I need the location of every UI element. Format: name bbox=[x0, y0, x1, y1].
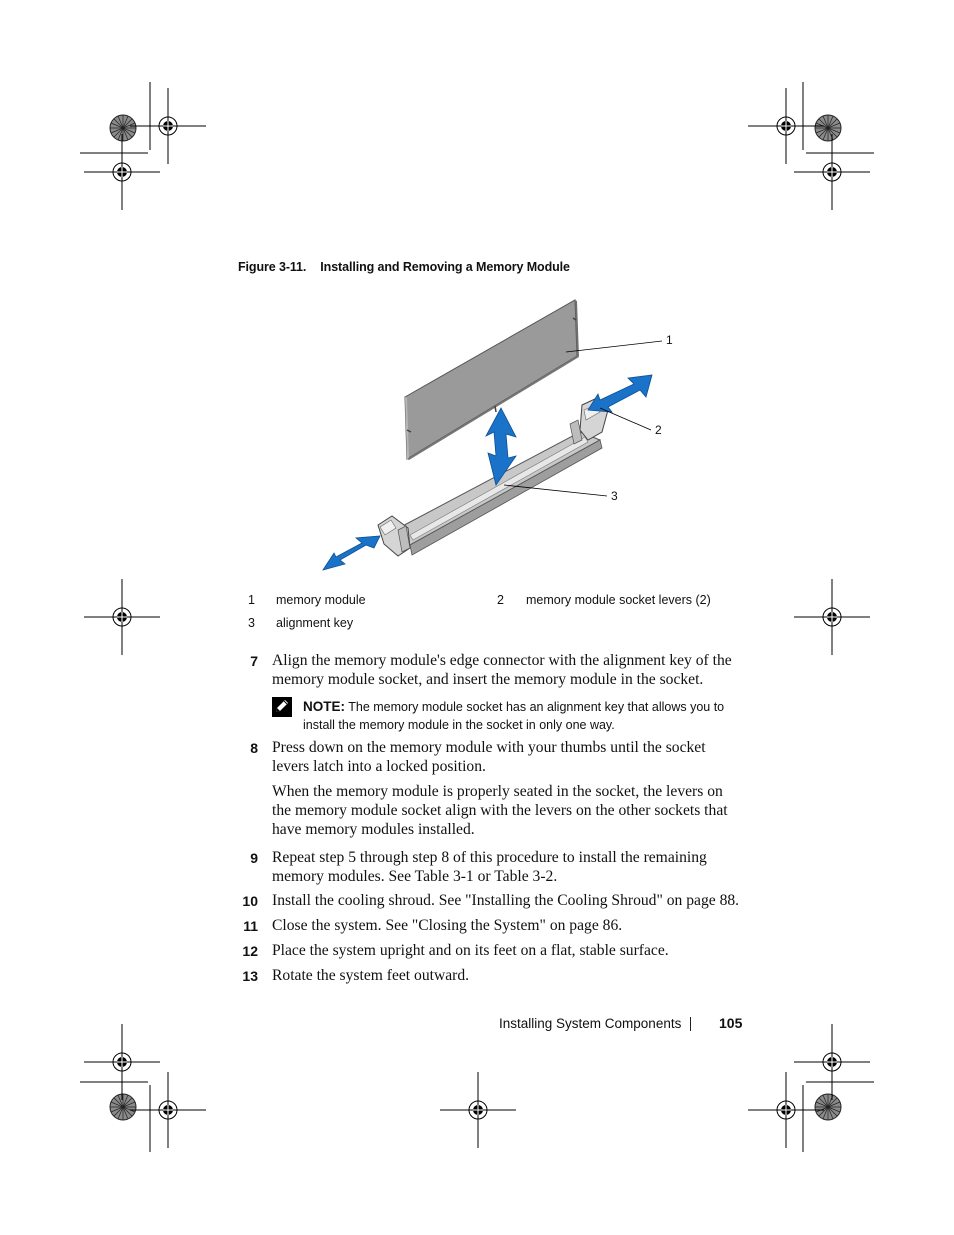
body-paragraph bbox=[272, 782, 740, 840]
step-number: 12 bbox=[242, 943, 258, 959]
legend-label-3: alignment key bbox=[276, 616, 354, 630]
step-text bbox=[272, 738, 740, 776]
step-line: Close the system. See "Closing the System" on page 86. bbox=[272, 917, 623, 934]
step-line: Install the cooling shroud. See "Installing the Cooling Shroud" on page 88. bbox=[272, 892, 740, 909]
paragraph-line: the memory module socket align with the levers on the other sockets that bbox=[272, 802, 728, 820]
step-text bbox=[272, 916, 740, 935]
step-number: 10 bbox=[242, 893, 258, 909]
paragraph-line: When the memory module is properly seated in the socket, the levers on bbox=[272, 783, 723, 800]
legend-label-2: memory module socket levers (2) bbox=[526, 593, 711, 607]
step-line: Rotate the system feet outward. bbox=[272, 967, 470, 984]
step-number: 13 bbox=[242, 968, 258, 984]
step-line: memory modules. See Table 3-1 or Table 3-2. bbox=[272, 868, 558, 886]
note-line: The memory module socket has an alignment key that allows you to bbox=[348, 700, 725, 714]
callout-3: 3 bbox=[611, 489, 618, 503]
step-number: 9 bbox=[250, 850, 258, 866]
note-text bbox=[303, 698, 743, 734]
step-text bbox=[272, 891, 740, 910]
memory-module-illustration bbox=[300, 290, 700, 580]
step-line: levers latch into a locked position. bbox=[272, 758, 486, 776]
footer-section-title: Installing System Components bbox=[499, 1016, 682, 1031]
step-number: 8 bbox=[250, 740, 258, 756]
step-text bbox=[272, 941, 740, 960]
step-text bbox=[272, 848, 740, 886]
step-line: Place the system upright and on its feet on a flat, stable surface. bbox=[272, 942, 669, 959]
step-text bbox=[272, 966, 740, 985]
step-number: 7 bbox=[250, 653, 258, 669]
note-line: install the memory module in the socket in only one way. bbox=[303, 717, 615, 732]
note-label: NOTE: bbox=[303, 699, 345, 714]
figure-caption bbox=[238, 260, 570, 274]
legend-label-1: memory module bbox=[276, 593, 366, 607]
step-line: Press down on the memory module with your thumbs until the socket bbox=[272, 739, 706, 756]
legend-num-1: 1 bbox=[248, 593, 255, 607]
step-number: 11 bbox=[243, 918, 258, 934]
figure-title: Installing and Removing a Memory Module bbox=[320, 260, 570, 274]
step-line: Repeat step 5 through step 8 of this procedure to install the remaining bbox=[272, 849, 707, 866]
note-pencil-icon bbox=[272, 697, 292, 717]
legend-num-2: 2 bbox=[497, 593, 504, 607]
step-line: Align the memory module's edge connector with the alignment key of the bbox=[272, 652, 732, 669]
figure-number: Figure 3-11. bbox=[238, 260, 307, 274]
footer-separator bbox=[690, 1017, 691, 1031]
callout-2: 2 bbox=[655, 423, 662, 437]
step-line: memory module socket, and insert the memory module in the socket. bbox=[272, 671, 704, 689]
callout-1: 1 bbox=[666, 333, 673, 347]
paragraph-line: have memory modules installed. bbox=[272, 821, 475, 839]
page-number: 105 bbox=[719, 1015, 743, 1031]
step-text bbox=[272, 651, 740, 689]
legend-num-3: 3 bbox=[248, 616, 255, 630]
memory-module-image bbox=[405, 300, 579, 460]
